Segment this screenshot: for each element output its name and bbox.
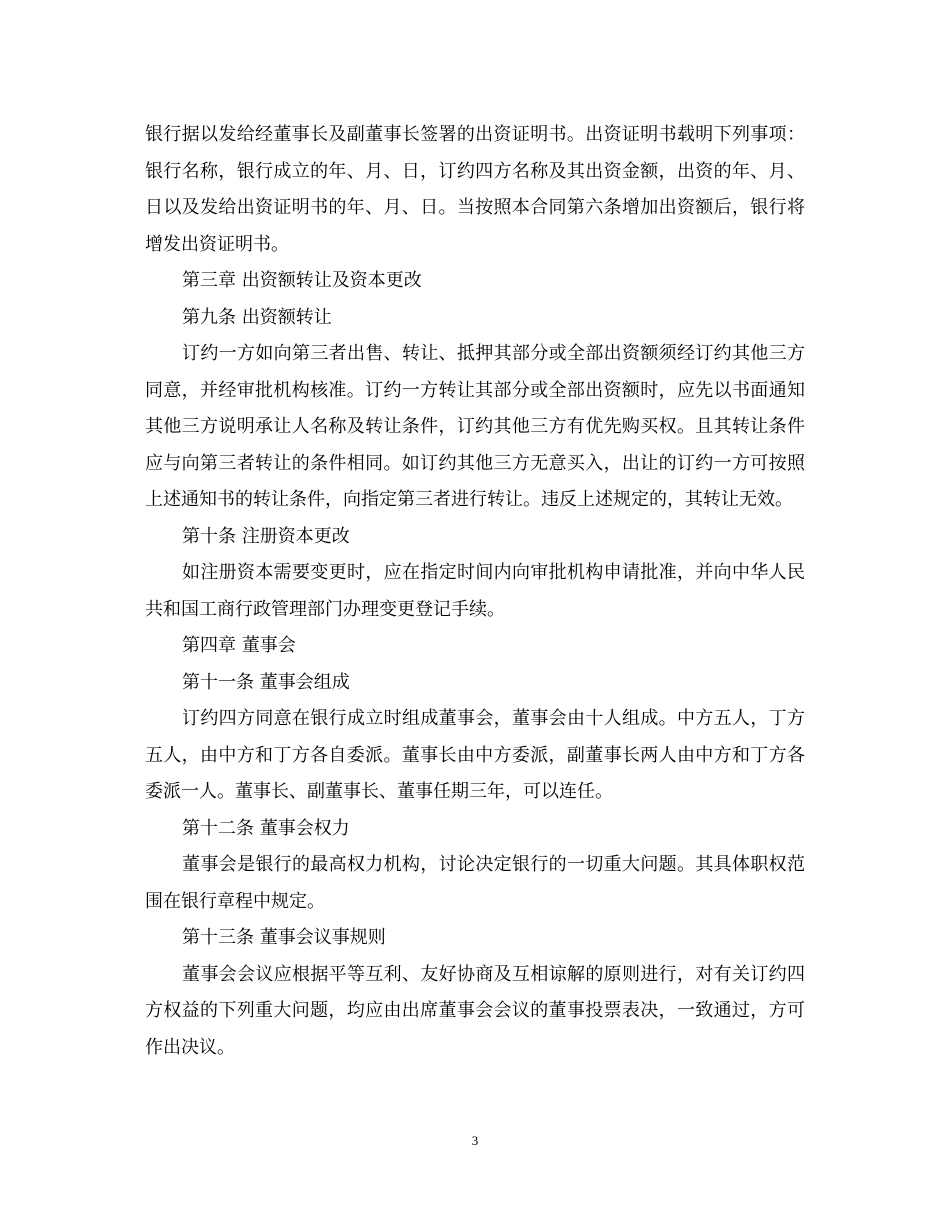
article-heading: 第十条 注册资本更改 bbox=[182, 525, 350, 547]
paragraph: 银行据以发给经董事长及副董事长签署的出资证明书。出资证明书载明下列事项：银行名称，银行成立的年、月、日，订约四方名称及其出资金额，出资的年、月、日以及发给出资证明书的年、月、日。当按照本合同第六条增加出资额后，银行将增发出资证明书。 bbox=[145, 124, 805, 255]
document-body bbox=[145, 117, 805, 1066]
article-heading: 第十一条 董事会组成 bbox=[182, 671, 350, 693]
chapter-heading: 第三章 出资额转让及资本更改 bbox=[182, 270, 422, 291]
page-number: 3 bbox=[471, 1133, 479, 1148]
paragraph: 订约一方如向第三者出售、转让、抵押其部分或全部出资额须经订约其他三方同意，并经审批机构核准。订约一方转让其部分或全部出资额时，应先以书面通知其他三方说明承让人名称及转让条件，订约其他三方有优先购买权。且其转让条件应与向第三者转让的条件相同。如订约其他三方无意买入，出让的订约一方可按照上述通知书的转让条件，向指定第三者进行转让。违反上述规定的，其转让无效。 bbox=[145, 343, 805, 510]
paragraph: 董事会是银行的最高权力机构，讨论决定银行的一切重大问题。其具体职权范围在银行章程中规定。 bbox=[145, 854, 805, 912]
paragraph: 如注册资本需要变更时，应在指定时间内向审批机构申请批准，并向中华人民共和国工商行政管理部门办理变更登记手续。 bbox=[145, 562, 805, 620]
chapter-heading: 第四章 董事会 bbox=[182, 635, 296, 656]
article-heading: 第九条 出资额转让 bbox=[182, 306, 332, 328]
paragraph: 董事会会议应根据平等互利、友好协商及互相谅解的原则进行，对有关订约四方权益的下列重大问题，均应由出席董事会会议的董事投票表决，一致通过，方可作出决议。 bbox=[145, 963, 805, 1058]
paragraph: 订约四方同意在银行成立时组成董事会，董事会由十人组成。中方五人，丁方五人，由中方和丁方各自委派。董事长由中方委派，副董事长两人由中方和丁方各委派一人。董事长、副董事长、董事任期三年，可以连任。 bbox=[145, 708, 805, 802]
article-heading: 第十三条 董事会议事规则 bbox=[182, 927, 386, 948]
article-heading: 第十二条 董事会权力 bbox=[182, 817, 350, 839]
